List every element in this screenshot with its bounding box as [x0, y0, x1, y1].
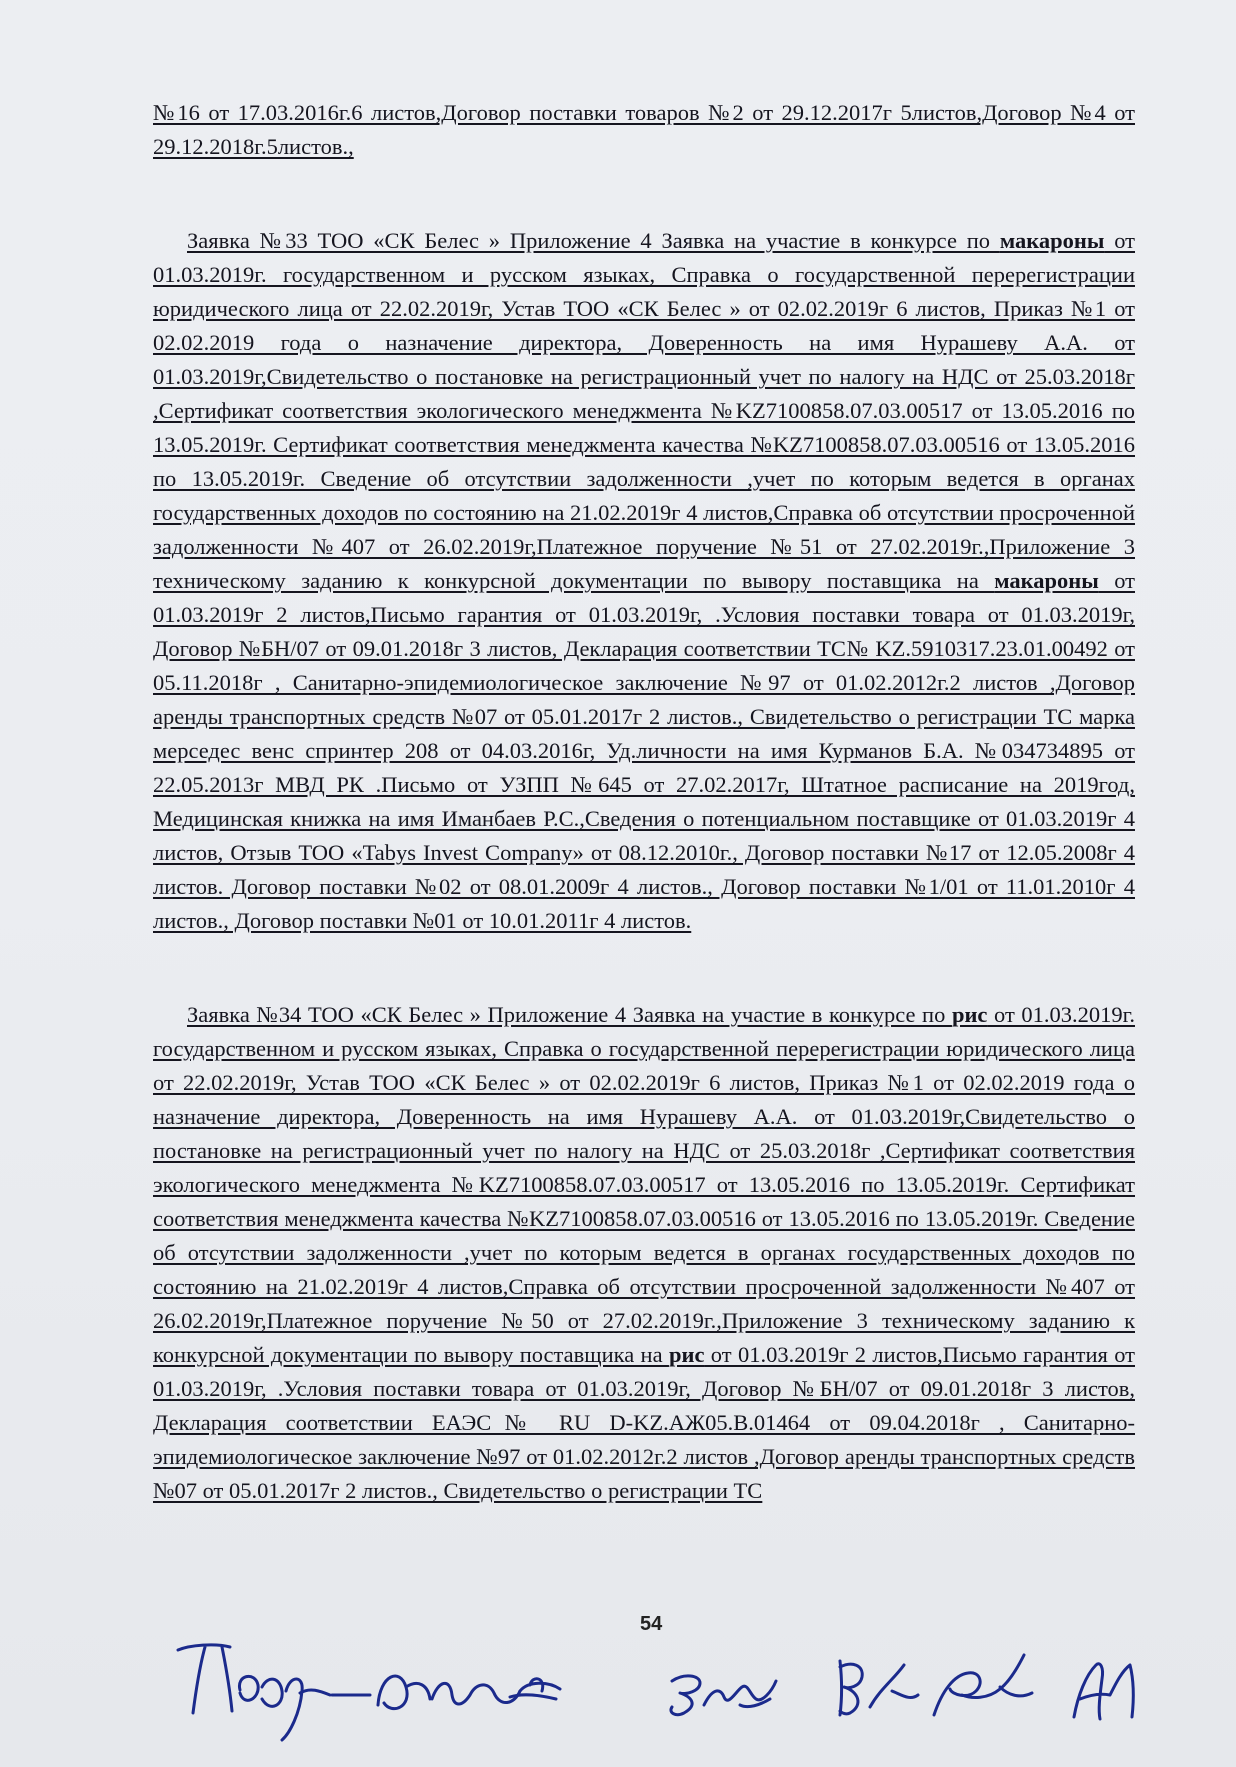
signature-4	[840, 1661, 918, 1715]
paragraph-2-text-b: от 01.03.2019г. государственном и русском языках, Справка о государственной перерегистрации юридического лица от 22.02.2019г, Устав ТОО «СК Белес » от 02.02.2019г 6 листов, Приказ №1 от 02.02.2019 года о назначение директора, Доверенность на имя Нурашеву А.А. от 01.03.2019г,Свидетельство о постановке на регистрационный учет по налогу на НДС от 25.03.2018г ,Сертификат соответствия экологического менеджмента №KZ7100858.07.03.00517 от 13.05.2016 по 13.05.2019г. Сертификат соответствия менеджмента качества №KZ7100858.07.03.00516 от 13.05.2016 по 13.05.2019г. Сведение об отсутствии задолженности ,учет по которым ведется в органах государственных доходов по состоянию на 21.02.2019г 4 листов,Справка об отсутствии просроченной задолженности №407 от 26.02.2019г,Платежное поручение №51 от 27.02.2019г.,Приложение 3 техническому заданию к конкурсной документации по вывору поставщика на	[153, 228, 1135, 593]
paragraph-2-bold-1: макароны	[999, 228, 1105, 253]
paragraph-3-text-b: от 01.03.2019г. государственном и русском языках, Справка о государственной перерегистрации юридического лица от 22.02.2019г, Устав ТОО «СК Белес » от 02.02.2019г 6 листов, Приказ №1 от 02.02.2019 года о назначение директора, Доверенность на имя Нурашеву А.А. от 01.03.2019г,Свидетельство о постановке на регистрационный учет по налогу на НДС от 25.03.2018г ,Сертификат соответствия экологического менеджмента №KZ7100858.07.03.00517 от 13.05.2016 по 13.05.2019г. Сертификат соответствия менеджмента качества №KZ7100858.07.03.00516 от 13.05.2016 по 13.05.2019г. Сведение об отсутствии задолженности ,учет по которым ведется в органах государственных доходов по состоянию на 21.02.2019г 4 листов,Справка об отсутствии просроченной задолженности №407 от 26.02.2019г,Платежное поручение №50 от 27.02.2019г.,Приложение 3 техническому заданию к конкурсной документации по вывору поставщика на	[153, 1002, 1135, 1367]
paragraph-2-text-c: от 01.03.2019г 2 листов,Письмо гарантия от 01.03.2019г, .Условия поставки товара от 01.03.2019г, Договор №БН/07 от 09.01.2018г 3 листов, Декларация соответствии ТС№ KZ.5910317.23.01.00492 от 05.11.2018г , Санитарно-эпидемиологическое заключение №97 от 01.02.2012г.2 листов ,Договор аренды транспортных средств №07 от 05.01.2017г 2 листов., Свидетельство о регистрации ТС марка мерседес венс спринтер 208 от 04.03.2016г, Уд.личности на имя Курманов Б.А. №034734895 от 22.05.2013г МВД РК .Письмо от УЗПП №645 от 27.02.2017г, Штатное расписание на 2019год, Медицинская книжка на имя Иманбаев Р.С.,Сведения о потенциальном поставщике от 01.03.2019г 4 листов, Отзыв ТОО «Tabys Invest Company» от 08.12.2010г., Договор поставки №17 от 12.05.2008г 4 листов. Договор поставки №02 от 08.01.2009г 4 листов., Договор поставки №1/01 от 11.01.2010г 4 листов., Договор поставки №01 от 10.01.2011г 4 листов.	[153, 568, 1135, 933]
paragraph-gap	[153, 938, 1135, 998]
signature-5	[934, 1655, 1032, 1715]
document-body	[153, 96, 1135, 1508]
paragraph-2-text-a: Заявка №33 ТОО «СК Белес » Приложение 4 Заявка на участие в конкурсе по	[187, 228, 1000, 253]
paragraph-application-33	[153, 224, 1135, 938]
signature-3	[671, 1676, 776, 1715]
paragraph-3-text-a: Заявка №34 ТОО «СК Белес » Приложение 4 Заявка на участие в конкурсе по	[187, 1002, 952, 1027]
signature-6	[1074, 1664, 1133, 1719]
paragraph-application-34	[153, 998, 1135, 1508]
paragraph-3-bold-1: рис	[951, 1002, 988, 1027]
handwritten-signatures	[0, 1595, 1236, 1745]
paragraph-3-text-c: от 01.03.2019г 2 листов,Письмо гарантия от 01.03.2019г, .Условия поставки товара от 01.03.2019г, Договор №БН/07 от 09.01.2018г 3 листов, Декларация соответствии ЕАЭС№ RU D-KZ.АЖ05.В.01464 от 09.04.2018г , Санитарно-эпидемиологическое заключение №97 от 01.02.2012г.2 листов ,Договор аренды транспортных средств №07 от 05.01.2017г 2 листов., Свидетельство о регистрации ТС	[153, 1342, 1135, 1503]
signature-1	[178, 1645, 370, 1740]
paragraph-1-text: №16 от 17.03.2016г.6 листов,Договор поставки товаров №2 от 29.12.2017г 5листов,Договор №4 от 29.12.2018г.5листов.,	[153, 100, 1135, 159]
page-number: 54	[640, 1613, 663, 1635]
paragraph-gap	[153, 164, 1135, 224]
paragraph-2-bold-2: макароны	[994, 568, 1099, 593]
paragraph-3-bold-2: рис	[668, 1342, 705, 1367]
signature-2	[378, 1676, 560, 1709]
paragraph-continuation	[153, 96, 1135, 164]
